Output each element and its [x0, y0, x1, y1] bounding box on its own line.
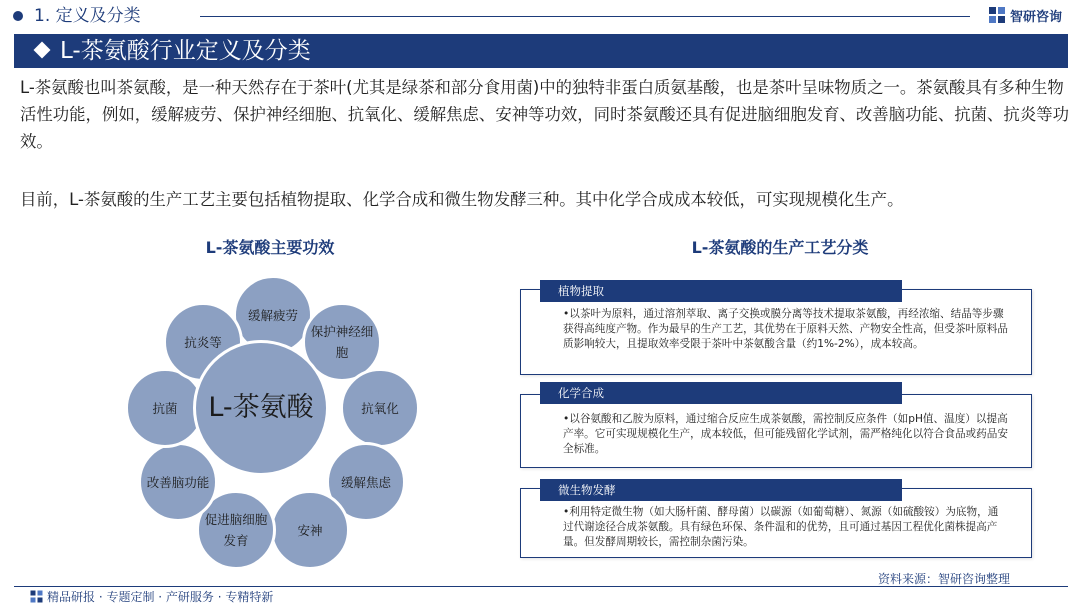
effect-petal: 缓解焦虑 — [326, 442, 406, 522]
footer-divider — [14, 586, 1068, 587]
effects-center: L-茶氨酸 — [193, 340, 329, 476]
brand-logo-icon — [988, 6, 1006, 24]
process-card-body: •以谷氨酸和乙胺为原料，通过缩合反应生成茶氨酸，需控制反应条件（如pH值、温度）以提高产率。它可实现规模化生产，成本较低，但可能残留化学试剂，需严格纯化以符合食品或药品安全标准。 — [563, 413, 1008, 455]
process-card-head: 化学合成 — [540, 382, 902, 404]
intro-paragraph-2: 目前，L-茶氨酸的生产工艺主要包括植物提取、化学合成和微生物发酵三种。其中化学合成成本较低，可实现规模化生产。 — [20, 190, 904, 209]
effect-petal: 抗氧化 — [340, 368, 420, 448]
effect-petal: 促进脑细胞发育 — [196, 490, 276, 570]
effect-petal: 抗炎等 — [163, 302, 243, 382]
effect-petal: 抗菌 — [125, 368, 205, 448]
effects-title: L-茶氨酸主要功效 — [205, 238, 335, 257]
intro-paragraph-1: L-茶氨酸也叫茶氨酸，是一种天然存在于茶叶(尤其是绿茶和部分食用菌)中的独特非蛋白质氨基酸，也是茶叶呈味物质之一。茶氨酸具有多种生物活性功能，例如，缓解疲劳、保护神经细胞、抗氧化、缓解焦虑、安神等功效，同时茶氨酸还具有促进脑细胞发育、改善脑功能、抗菌、抗炎等功效。 — [20, 78, 1069, 151]
source-note: 资料来源：智研咨询整理 — [878, 572, 1011, 586]
brand-logo-group — [988, 4, 1062, 26]
process-title: L-茶氨酸的生产工艺分类 — [691, 238, 869, 257]
diamond-icon — [34, 42, 51, 59]
effect-petal: 改善脑功能 — [138, 442, 218, 522]
brand-name: 智研咨询 — [1010, 9, 1063, 25]
effect-petal: 保护神经细胞 — [302, 302, 382, 382]
brand-logo-icon — [30, 590, 43, 603]
process-card-head: 植物提取 — [540, 280, 902, 302]
effect-petal: 安神 — [270, 490, 350, 570]
footer-services: 精品研报 · 专题定制 · 产研服务 · 专精特新 — [47, 590, 274, 604]
process-card-head: 微生物发酵 — [540, 479, 902, 501]
section-heading: 1. 定义及分类 — [34, 6, 141, 26]
title-banner — [14, 34, 1068, 68]
process-card-body: •以茶叶为原料，通过溶剂萃取、离子交换或膜分离等技术提取茶氨酸，再经浓缩、结晶等步骤获得高纯度产物。作为最早的生产工艺，其优势在于原料天然、产物安全性高，但受茶叶原料品质影响较大，且提取效率受限于茶叶中茶氨酸含量（约1%-2%），成本较高。 — [563, 308, 1008, 350]
process-card-body: •利用特定微生物（如大肠杆菌、酵母菌）以碳源（如葡萄糖）、氮源（如硫酸铵）为底物，通过代谢途径合成茶氨酸。具有绿色环保、条件温和的优势，且可通过基因工程优化菌株提高产量。但发酵周期较长，需控制杂菌污染。 — [563, 506, 999, 548]
page-title: L-茶氨酸行业定义及分类 — [60, 38, 311, 64]
header-divider — [200, 16, 970, 17]
effect-petal: 缓解疲劳 — [233, 275, 313, 355]
section-bullet-dot — [13, 11, 23, 21]
